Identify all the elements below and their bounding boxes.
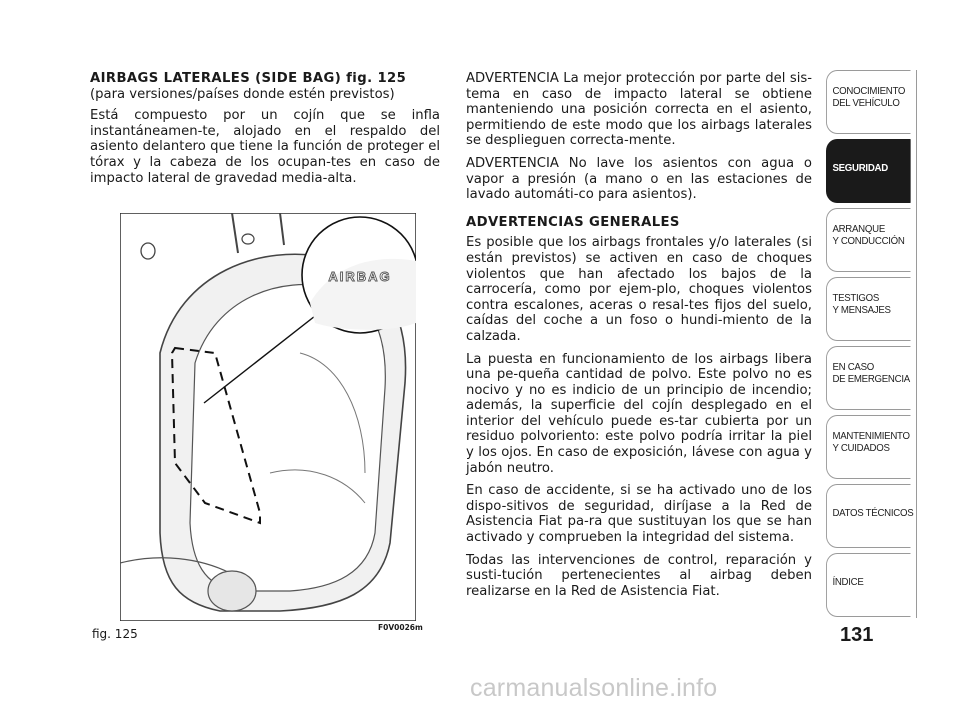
- tab-label: Y CUIDADOS: [832, 442, 890, 454]
- side-airbag-figure: [120, 213, 416, 621]
- tab-seguridad[interactable]: [826, 139, 911, 203]
- tab-conocimiento[interactable]: [826, 70, 911, 134]
- page-number: 131: [840, 624, 874, 646]
- tab-label: Y MENSAJES: [832, 304, 891, 316]
- figure-caption: fig. 125: [92, 627, 138, 641]
- tab-label: DATOS TÉCNICOS: [832, 507, 914, 519]
- tab-emergencia[interactable]: [826, 346, 911, 410]
- tab-indice[interactable]: [826, 553, 911, 617]
- tab-label: ARRANQUE: [832, 223, 885, 235]
- section-heading: AIRBAGS LATERALES (SIDE BAG) fig. 125: [90, 71, 407, 86]
- section-body: Está compuesto por un cojín que se infla instantáneamen-te, alojado en el respaldo del asiento delantero que tiene la función de proteger el tórax y la cabeza de los ocupan-tes en caso de impacto lateral de gravedad media-alta.: [90, 108, 440, 186]
- airbag-label: AIRBAG: [328, 269, 392, 284]
- tab-label: Y CONDUCCIÓN: [832, 235, 905, 247]
- figure-code: F0V0026m: [378, 623, 423, 632]
- watermark: carmanualsonline.info: [470, 674, 718, 702]
- tab-label: ÍNDICE: [832, 576, 864, 588]
- tab-label: DEL VEHÍCULO: [832, 97, 900, 109]
- chapter-tabs: [826, 70, 918, 622]
- tab-datos-tecnicos[interactable]: [826, 484, 914, 548]
- general-paragraph-4: Todas las intervenciones de control, reparación y susti-tución pertenecientes al airbag deben realizarse en la Red de Asistencia Fiat.: [466, 552, 812, 599]
- warning-paragraph-2: ADVERTENCIA No lave los asientos con agua o vapor a presión (a mano o en las estaciones de lavado automáti-co para asientos).: [466, 155, 812, 203]
- tab-label: MANTENIMIENTO: [832, 430, 910, 442]
- right-column: [466, 71, 812, 606]
- tab-label: TESTIGOS: [832, 292, 880, 304]
- tab-label: CONOCIMIENTO: [832, 85, 906, 97]
- warning-paragraph-1: ADVERTENCIA La mejor protección por parte del sis-tema en caso de impacto lateral se obtiene manteniendo una posición correcta en el asiento, permitiendo de este modo que los airbags laterales se desplieguen correcta-mente.: [466, 71, 812, 149]
- section-subtitle: (para versiones/países donde estén previstos): [90, 86, 395, 102]
- tab-label: EN CASO: [832, 361, 874, 373]
- tab-mantenimiento[interactable]: [826, 415, 911, 479]
- general-paragraph-2: La puesta en funcionamiento de los airbags libera una pe-queña cantidad de polvo. Este polvo no es nocivo y no es indicio de un principio de incendio; además, la superficie del cojín desplegado en el interior del vehículo puede es-tar cubierta por un residuo polvoriento: este polvo podría irritar la piel y los ojos. En caso de exposición, lávese con agua y jabón neutro.: [466, 351, 812, 476]
- general-paragraph-3: En caso de accidente, si se ha activado uno de los dispo-sitivos de seguridad, diríjase a la Red de Asistencia Fiat pa-ra que sustituyan los que se han activado y comprueben la integridad del sistema.: [466, 483, 812, 546]
- tab-testigos[interactable]: [826, 277, 911, 341]
- general-paragraph-1: Es posible que los airbags frontales y/o laterales (si están previstos) se activen en caso de choques violentos que han afectado los bajos de la carrocería, como por ejem-plo, choques violentos contra escalones, aceras o resal-tes fijos del suelo, caídas del coche a un foso o hundi-miento de la calzada.: [466, 235, 812, 344]
- tab-label: DE EMERGENCIA: [832, 373, 910, 385]
- left-column: [90, 71, 440, 193]
- general-warnings-heading: ADVERTENCIAS GENERALES: [466, 214, 680, 230]
- tab-arranque[interactable]: [826, 208, 911, 272]
- tab-label: SEGURIDAD: [832, 162, 888, 174]
